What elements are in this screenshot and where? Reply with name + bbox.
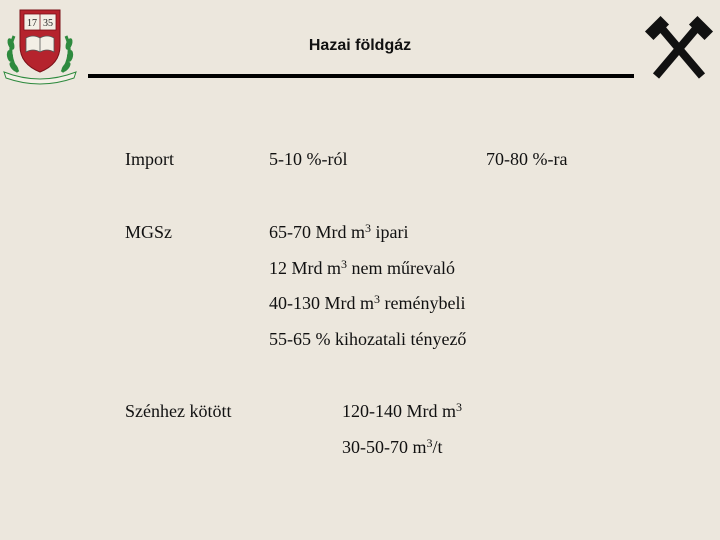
mgsz-recovery-factor: 55-65 % kihozatali tényező [269,329,467,349]
mgsz-label: MGSz [125,222,173,242]
import-label: Import [125,149,174,169]
mgsz-industrial: 65-70 Mrd $m^3$ ipari [269,221,409,242]
szen-per-ton: 30-50-70 $m^3/t$ [342,436,443,457]
header-divider [88,74,634,78]
import-from: 5-10 %-ról [269,149,348,169]
mgsz-prospective: 40-130 Mrd $m^3$ reménybeli [269,292,466,313]
szen-volume: 120-140 Mrd $m^3$ [342,400,462,421]
page-title: Hazai földgáz [308,37,412,54]
mgsz-non-workable: 12 Mrd $m^3$ nem műrevaló [269,257,455,278]
logo-year-left: 17 [27,18,37,29]
crossed-hammers-icon [644,14,714,80]
szen-label: Szénhez kötött [125,401,232,421]
logo-year-right: 35 [43,18,53,29]
import-to: 70-80 %-ra [486,149,568,169]
university-crest-icon [0,6,80,86]
